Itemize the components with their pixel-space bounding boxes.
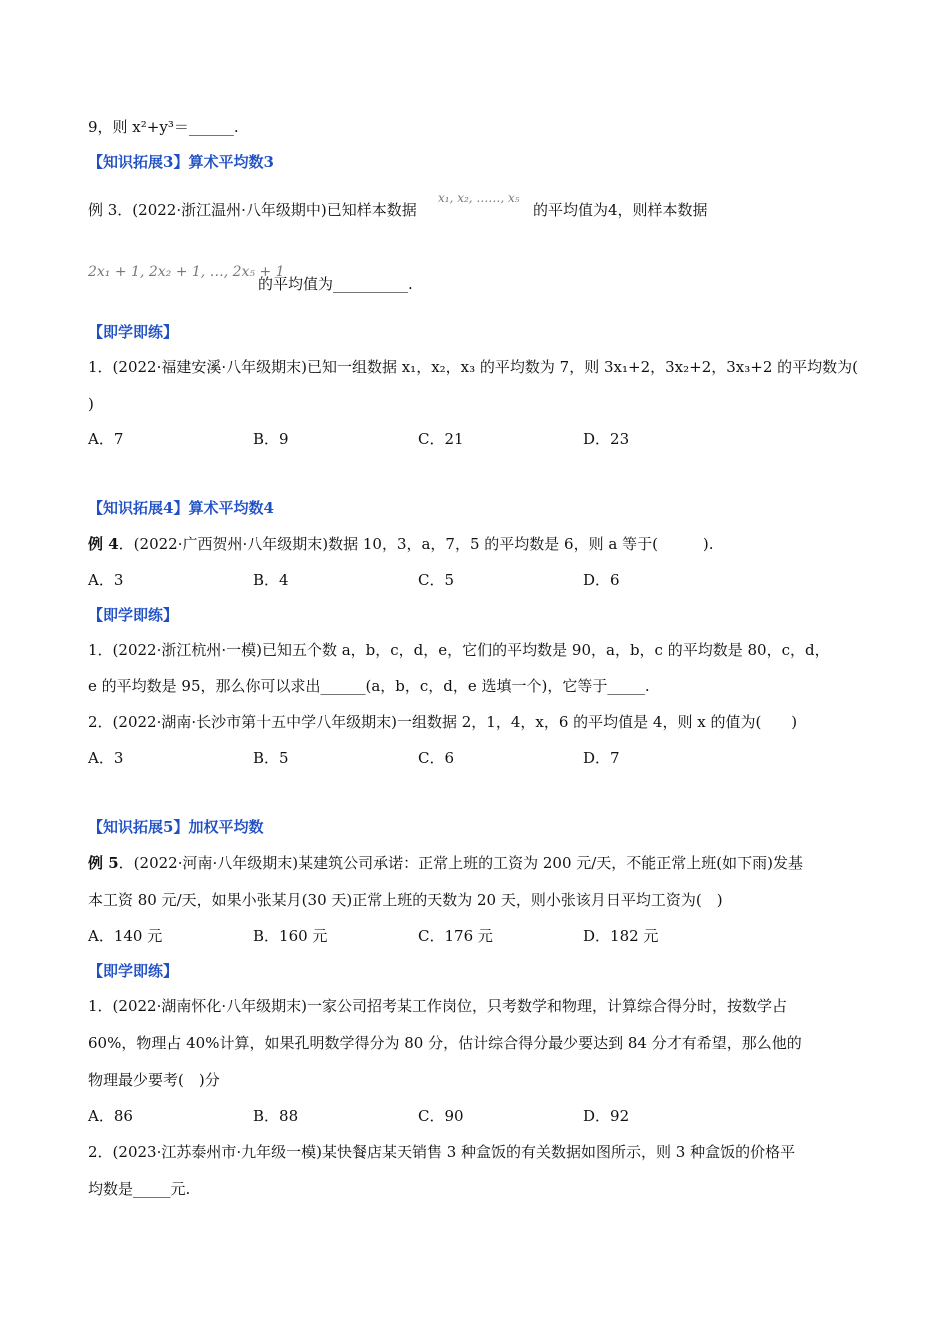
- heading-ext5: 【知识拓展5】加权平均数: [88, 818, 264, 836]
- option-b: B．4: [253, 571, 289, 589]
- ex3-suffix: 的平均值为4，则样本数据: [533, 201, 708, 219]
- p5-q2-line1: 2．(2023·江苏泰州市·九年级一模)某快餐店某天销售 3 种盒饭的有关数据如图所示，则 3 种盒饭的价格平: [88, 1143, 796, 1161]
- p5-q1-line3: 物理最少要考( )分: [88, 1071, 220, 1089]
- p4-q1-line1: 1．(2022·浙江杭州·一模)已知五个数 a，b，c，d，e，它们的平均数是 90，a，b，c 的平均数是 80，c，d，: [88, 641, 830, 659]
- example2-tail: 9，则 x²+y³＝______.: [88, 118, 239, 136]
- ex3-prefix: 例 3．(2022·浙江温州·八年级期中)已知样本数据: [88, 201, 417, 219]
- option-b: B．9: [253, 430, 289, 448]
- p4-q2-line1: 2．(2022·湖南·长沙市第十五中学八年级期末)一组数据 2，1，4，x，6 的平均值是 4，则 x 的值为( ): [88, 713, 798, 731]
- option-a: A．86: [88, 1107, 133, 1125]
- p5-q1-line1: 1．(2022·湖南怀化·八年级期末)一家公司招考某工作岗位，只考数学和物理，计算综合得分时，按数学占: [88, 997, 787, 1015]
- ex4-label: 例 4: [88, 535, 119, 553]
- ex4-question: [88, 534, 714, 554]
- option-c: C．6: [418, 749, 455, 767]
- heading-practice-3: 【即学即练】: [88, 962, 179, 980]
- ex5-text1: ．(2022·河南·八年级期末)某建筑公司承诺：正常上班的工资为 200 元/天，不能正常上班(如下雨)发基: [118, 854, 804, 872]
- option-c: C．5: [418, 571, 455, 589]
- option-a: A．3: [88, 749, 124, 767]
- ex5-line1: [88, 853, 803, 873]
- heading-ext4: 【知识拓展4】算术平均数4: [88, 499, 274, 517]
- option-a: A．7: [88, 430, 124, 448]
- option-a: A．140 元: [88, 927, 163, 945]
- option-b: B．88: [253, 1107, 299, 1125]
- option-b: B．5: [253, 749, 289, 767]
- p5-q2-line2: 均数是_____元.: [88, 1180, 191, 1198]
- option-c: C．21: [418, 430, 464, 448]
- heading-ext3: 【知识拓展3】算术平均数3: [88, 153, 274, 171]
- option-d: D．7: [583, 749, 620, 767]
- ex5-line2: 本工资 80 元/天，如果小张某月(30 天)正常上班的天数为 20 天，则小张该月日平均工资为( ): [88, 891, 723, 909]
- option-c: C．176 元: [418, 927, 493, 945]
- option-a: A．3: [88, 571, 124, 589]
- p5-q1-line2: 60%，物理占 40%计算，如果孔明数学得分为 80 分，估计综合得分最少要达到 84 分才有希望，那么他的: [88, 1034, 802, 1052]
- ex3-math-transformed: 2x₁ + 1, 2x₂ + 1, …, 2x₅ + 1: [88, 264, 285, 280]
- option-b: B．160 元: [253, 927, 328, 945]
- option-d: D．182 元: [583, 927, 659, 945]
- option-c: C．90: [418, 1107, 464, 1125]
- heading-practice-2: 【即学即练】: [88, 606, 179, 624]
- p4-q1-line2: e 的平均数是 95，那么你可以求出______(a，b，c，d，e 选填一个)，它等于_____.: [88, 677, 650, 695]
- ex4-text: ．(2022·广西贺州·八年级期末)数据 10，3，a，7，5 的平均数是 6，则 a 等于( ).: [118, 535, 714, 553]
- ex3-math-sample: x₁, x₂, ……, x₅: [438, 191, 520, 205]
- heading-practice-1: 【即学即练】: [88, 323, 179, 341]
- option-d: D．23: [583, 430, 630, 448]
- option-d: D．6: [583, 571, 620, 589]
- p3-q1-line2: ): [88, 395, 94, 413]
- ex3-tail: 的平均值为__________.: [258, 275, 413, 293]
- ex5-label: 例 5: [88, 854, 119, 872]
- option-d: D．92: [583, 1107, 630, 1125]
- p3-q1-line1: 1．(2022·福建安溪·八年级期末)已知一组数据 x₁，x₂，x₃ 的平均数为 7，则 3x₁+2，3x₂+2，3x₃+2 的平均数为(: [88, 358, 858, 376]
